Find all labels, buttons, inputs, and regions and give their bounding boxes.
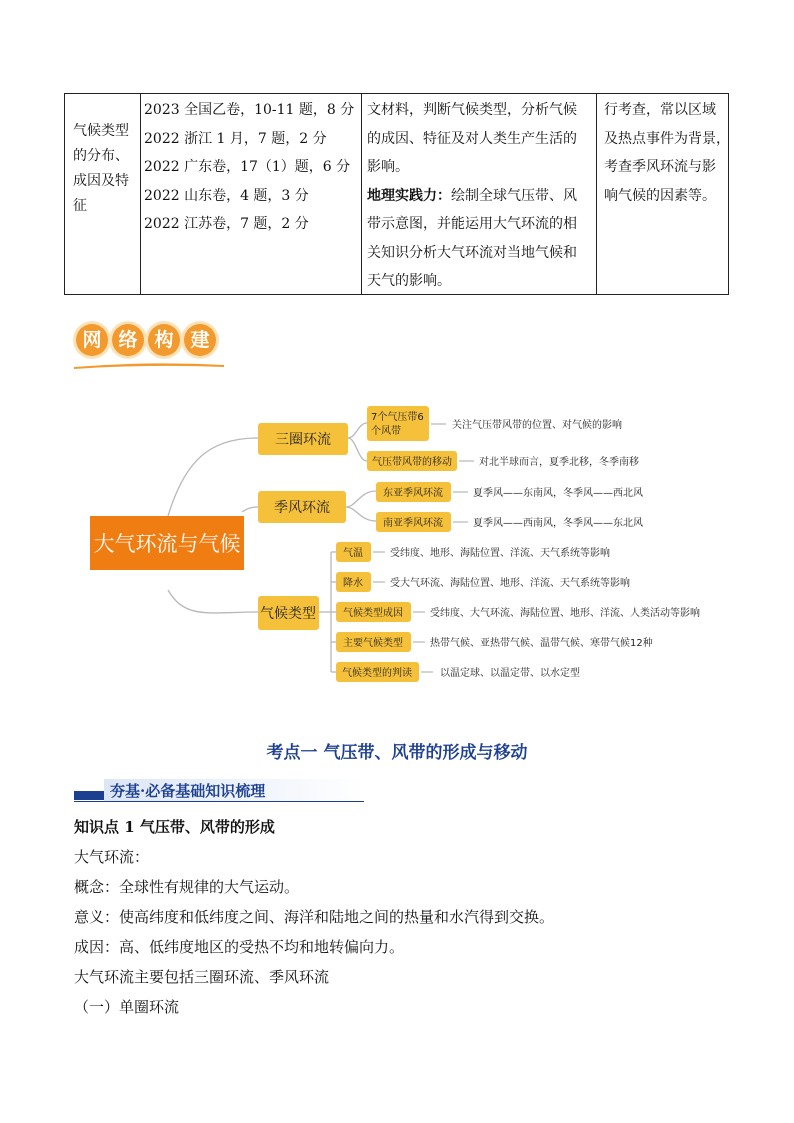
node-climate-read-label: 气候类型的判读 xyxy=(342,668,412,679)
node-temperature-label: 气温 xyxy=(343,548,363,559)
practice-text: 绘制全球气压带、风 xyxy=(451,187,577,204)
body-paragraph: 概念：全球性有规律的大气运动。 xyxy=(74,878,300,896)
node-east-asia-label: 东亚季风环流 xyxy=(383,488,443,499)
desc-precipitation: 受大气环流、海陆位置、地形、洋流、天气系统等影响 xyxy=(390,578,630,589)
banner-char: 建 xyxy=(184,324,216,356)
goal-line: 影响。 xyxy=(367,159,409,175)
node-pressure-belts-label: 7个气压带6 xyxy=(371,412,424,423)
desc-temperature: 受纬度、地形、海陆位置、洋流、天气系统等影响 xyxy=(390,548,610,559)
goal-line: 关知识分析大气环流对当地气候和 xyxy=(367,244,577,261)
exam-item: 2022 江苏卷，7 题，2 分 xyxy=(144,216,309,232)
topic-cell xyxy=(65,94,140,294)
banner-char: 网 xyxy=(76,324,108,356)
exam-item: 2022 浙江 1 月，7 题，2 分 xyxy=(144,130,327,147)
goal-line: 的成因、特征及对人类生产生活的 xyxy=(367,130,577,147)
desc-pressure-belts: 关注气压带风带的位置、对气候的影响 xyxy=(452,420,622,431)
banner-char: 络 xyxy=(112,324,144,356)
exam-table xyxy=(64,93,729,295)
section-heading: 考点一 气压带、风带的形成与移动 xyxy=(266,743,528,763)
node-monsoon-label: 季风环流 xyxy=(274,500,330,516)
goal-line xyxy=(367,182,596,211)
trend-line: 响气候的因素等。 xyxy=(604,187,716,204)
body-paragraph: 成因：高、低纬度地区的受热不均和地转偏向力。 xyxy=(74,938,405,956)
trend-line: 及热点事件为背景， xyxy=(604,130,730,147)
exams-cell xyxy=(140,94,355,294)
subsection-bar xyxy=(74,791,104,800)
topic-line: 气候类型 xyxy=(73,123,129,139)
practice-label: 地理实践力： xyxy=(367,187,451,204)
node-precipitation-label: 降水 xyxy=(343,578,363,589)
mind-map xyxy=(0,390,794,690)
banner-char: 构 xyxy=(148,324,180,356)
topic-line: 的分布、 xyxy=(73,148,129,164)
knowledge-point-title: 知识点 1 气压带、风带的形成 xyxy=(74,818,275,836)
topic-line: 成因及特 xyxy=(73,173,129,189)
desc-climate-cause: 受纬度、大气环流、海陆位置、地形、洋流、人类活动等影响 xyxy=(430,608,700,619)
node-climate-cause-label: 气候类型成因 xyxy=(343,608,403,619)
exam-item: 2022 山东卷，4 题，3 分 xyxy=(144,187,309,204)
goal-line: 文材料，判断气候类型，分析气候 xyxy=(367,102,577,118)
node-south-asia-label: 南亚季风环流 xyxy=(383,518,443,529)
node-three-cell-label: 三圈环流 xyxy=(275,432,331,448)
trend-cell xyxy=(596,94,730,294)
subsection-title: 夯基·必备基础知识梳理 xyxy=(110,782,266,800)
root-label: 大气环流与气候 xyxy=(93,532,241,556)
goal-line: 天气的影响。 xyxy=(367,273,451,289)
network-banner xyxy=(74,322,224,374)
node-pressure-belts-label: 个风带 xyxy=(371,426,401,437)
body-paragraph: （一）单圈环流 xyxy=(74,998,180,1016)
body-paragraph: 大气环流主要包括三圈环流、季风环流 xyxy=(74,968,330,986)
body-paragraph: 大气环流： xyxy=(74,848,150,866)
desc-east-asia: 夏季风——东南风，冬季风——西北风 xyxy=(473,488,643,499)
node-main-climate-label: 主要气候类型 xyxy=(343,638,403,649)
desc-climate-read: 以温定球、以温定带、以水定型 xyxy=(440,668,580,679)
exam-item: 2022 广东卷，17（1）题，6 分 xyxy=(144,159,351,175)
node-climate-type-label: 气候类型 xyxy=(260,606,316,622)
desc-main-climate: 热带气候、亚热带气候、温带气候、寒带气候12种 xyxy=(430,638,653,649)
desc-south-asia: 夏季风——西南风，冬季风——东北风 xyxy=(473,518,643,529)
subsection-header xyxy=(74,776,364,804)
topic-line: 征 xyxy=(73,198,87,214)
desc-belt-shift: 对北半球而言，夏季北移，冬季南移 xyxy=(479,457,639,468)
node-belt-shift-label: 气压带风带的移动 xyxy=(372,457,452,468)
trend-line: 考查季风环流与影 xyxy=(604,159,716,175)
body-paragraph: 意义：使高纬度和低纬度之间、海洋和陆地之间的热量和水汽得到交换。 xyxy=(74,908,555,926)
goal-line: 带示意图，并能运用大气环流的相 xyxy=(367,216,577,232)
exam-item: 2023 全国乙卷，10-11 题，8 分 xyxy=(144,102,355,118)
banner-swoosh xyxy=(74,362,224,370)
trend-line: 行考查，常以区域 xyxy=(604,102,716,118)
goals-cell xyxy=(361,94,596,294)
